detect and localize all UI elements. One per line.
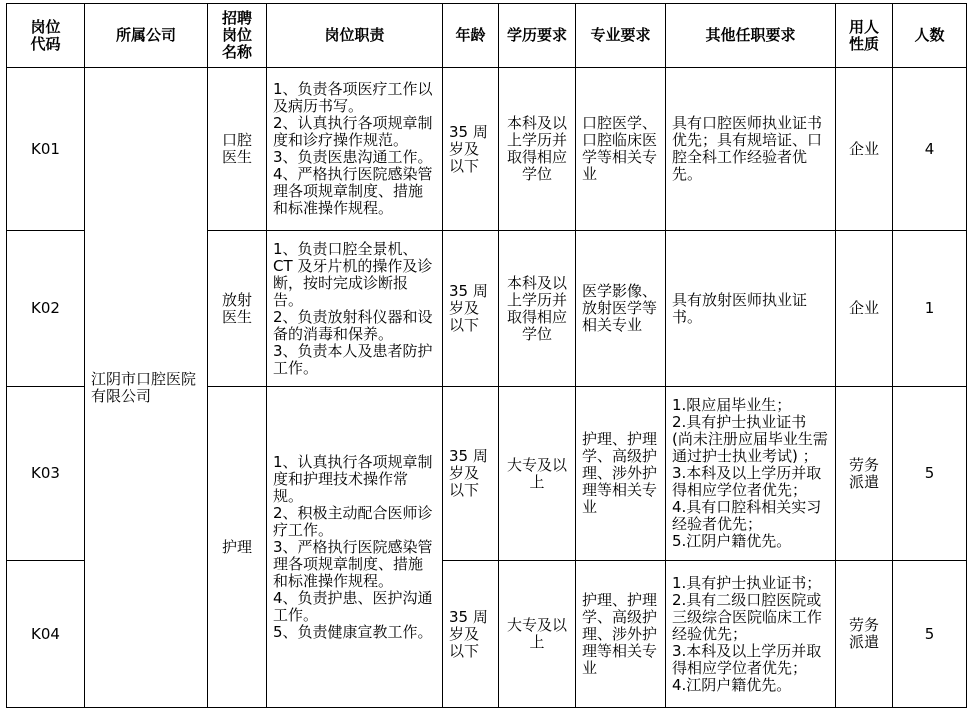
header-employer-type: 用人 性质 bbox=[836, 4, 893, 68]
row-code: K01 bbox=[7, 68, 85, 231]
row-count: 1 bbox=[893, 231, 967, 387]
header-code: 岗位 代码 bbox=[7, 4, 85, 68]
header-position: 招聘 岗位 名称 bbox=[208, 4, 267, 68]
row-count: 5 bbox=[893, 387, 967, 561]
row-employer-type: 劳务 派遣 bbox=[836, 387, 893, 561]
row-employer-type: 劳务 派遣 bbox=[836, 561, 893, 708]
recruitment-table bbox=[6, 3, 967, 708]
header-major: 专业要求 bbox=[576, 4, 666, 68]
header-age: 年龄 bbox=[443, 4, 499, 68]
header-education: 学历要求 bbox=[499, 4, 576, 68]
row-age: 35 周岁及以下 bbox=[443, 68, 499, 231]
header-other: 其他任职要求 bbox=[666, 4, 836, 68]
row-age: 35 周岁及以下 bbox=[443, 561, 499, 708]
header-count: 人数 bbox=[893, 4, 967, 68]
row-position: 口腔 医生 bbox=[208, 68, 267, 231]
header-row bbox=[7, 4, 967, 68]
row-other: 1.具有护士执业证书； 2.具有二级口腔医院或三级综合医院临床工作经验优先； 3.本科及以上学历并取得相应学位者优先； 4.江阴户籍优先。 bbox=[666, 561, 836, 708]
row-employer-type: 企业 bbox=[836, 231, 893, 387]
company-name: 江阴市口腔医院有限公司 bbox=[85, 68, 208, 708]
row-code: K03 bbox=[7, 387, 85, 561]
row-position: 放射 医生 bbox=[208, 231, 267, 387]
header-duties: 岗位职责 bbox=[267, 4, 443, 68]
row-education: 本科及以上学历并取得相应学位 bbox=[499, 231, 576, 387]
row-employer-type: 企业 bbox=[836, 68, 893, 231]
row-education: 大专及以上 bbox=[499, 561, 576, 708]
row-code: K04 bbox=[7, 561, 85, 708]
row-code: K02 bbox=[7, 231, 85, 387]
header-company: 所属公司 bbox=[85, 4, 208, 68]
row-count: 5 bbox=[893, 561, 967, 708]
row-major: 医学影像、放射医学等相关专业 bbox=[576, 231, 666, 387]
row-education: 本科及以上学历并取得相应学位 bbox=[499, 68, 576, 231]
row-duties: 1、负责口腔全景机、CT 及牙片机的操作及诊断，按时完成诊断报告。 2、负责放射科仪器和设备的消毒和保养。 3、负责本人及患者防护工作。 bbox=[267, 231, 443, 387]
row-education: 大专及以上 bbox=[499, 387, 576, 561]
row-major: 口腔医学、口腔临床医学等相关专业 bbox=[576, 68, 666, 231]
row-major: 护理、护理学、高级护理、涉外护理等相关专业 bbox=[576, 561, 666, 708]
row-age: 35 周岁及以下 bbox=[443, 231, 499, 387]
row-other: 具有放射医师执业证书。 bbox=[666, 231, 836, 387]
row-other: 具有口腔医师执业证书优先；具有规培证、口腔全科工作经验者优先。 bbox=[666, 68, 836, 231]
row-other: 1.限应届毕业生； 2.具有护士执业证书 (尚未注册应届毕业生需通过护士执业考试) ； 3.本科及以上学历并取得相应学位者优先； 4.具有口腔科相关实习经验者优先； 5.江阴户籍优先。 bbox=[666, 387, 836, 561]
table-row bbox=[7, 68, 967, 231]
row-duties-nursing: 1、认真执行各项规章制度和护理技术操作常规。 2、积极主动配合医师诊疗工作。 3、严格执行医院感染管理各项规章制度、措施和标准操作规程。 4、负责护患、医护沟通工作。 5、负责健康宣教工作。 bbox=[267, 387, 443, 708]
row-duties: 1、负责各项医疗工作以及病历书写。 2、认真执行各项规章制度和诊疗操作规范。 3、负责医患沟通工作。 4、严格执行医院感染管理各项规章制度、措施和标准操作规程。 bbox=[267, 68, 443, 231]
row-age: 35 周岁及以下 bbox=[443, 387, 499, 561]
row-major: 护理、护理学、高级护理、涉外护理等相关专业 bbox=[576, 387, 666, 561]
row-position-nursing: 护理 bbox=[208, 387, 267, 708]
row-count: 4 bbox=[893, 68, 967, 231]
